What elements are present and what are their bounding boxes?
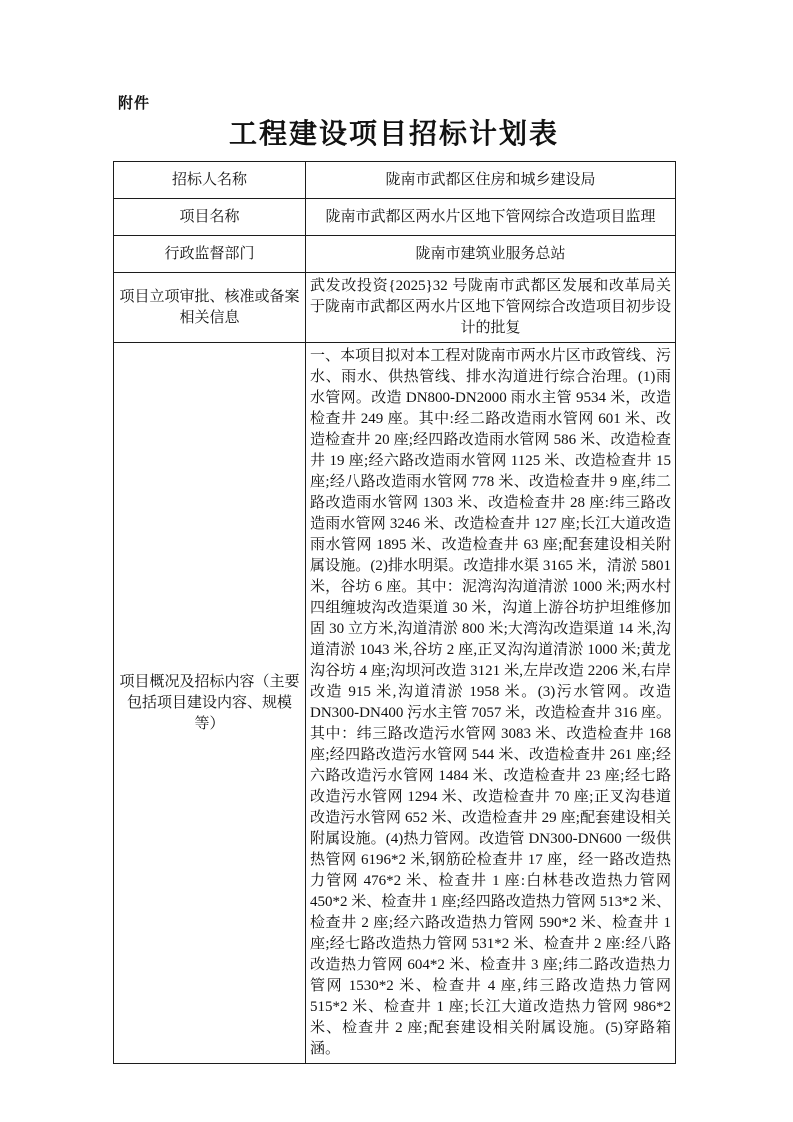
table-row-bidder-name <box>114 162 676 199</box>
table-row-project-overview <box>114 343 676 1064</box>
supervision-dept-value: 陇南市建筑业服务总站 <box>306 236 676 273</box>
approval-info-value: 武发改投资{2025}32 号陇南市武都区发展和改革局关于陇南市武都区两水片区地下管网综合改造项目初步设计的批复 <box>306 273 676 343</box>
page-title: 工程建设项目招标计划表 <box>228 119 559 150</box>
table-row-supervision-dept <box>114 236 676 273</box>
table-row-approval-info <box>114 273 676 343</box>
attachment-label: 附件 <box>118 96 151 112</box>
approval-info-label: 项目立项审批、核准或备案相关信息 <box>114 273 306 343</box>
table-row-project-name <box>114 199 676 236</box>
project-overview-label: 项目概况及招标内容（主要包括项目建设内容、规模等） <box>114 343 306 1064</box>
supervision-dept-label: 行政监督部门 <box>114 236 306 273</box>
bidder-name-label: 招标人名称 <box>114 162 306 199</box>
bidding-plan-table <box>113 161 676 1064</box>
project-overview-value: 一、本项目拟对本工程对陇南市两水片区市政管线、污水、雨水、供热管线、排水沟道进行综合治理。(1)雨水管网。改造 DN800-DN2000 雨水主管 9534 米，改造检查井 249 座。其中:经二路改造雨水管网 601 米、改造检查井 20 座;经四路改造雨水管网 586 米、改造检查井 19 座;经六路改造雨水管网 1125 米、改造检查井 15 座;经八路改造雨水管网 778 米、改造检查井 9 座,纬二路改造雨水管网 1303 米、改造检查井 28 座:纬三路改造雨水管网 3246 米、改造检查井 127 座;长江大道改造雨水管网 1895 米、改造检查井 63 座;配套建设相关附属设施。(2)排水明渠。改造排水渠 3165 米，清淤 5801 米，谷坊 6 座。其中：泥湾沟沟道清淤 1000 米;两水村四组缠坡沟改造渠道 30 米，沟道上游谷坊护坦维修加固 30 立方米,沟道清淤 800 米;大湾沟改造渠道 14 米,沟道清淤 1043 米,谷坊 2 座,正叉沟沟道清淤 1000 米;黄龙沟谷坊 4 座;沟坝河改造 3121 米,左岸改造 2206 米,右岸改造 915 米,沟道清淤 1958 米。(3)污水管网。改造 DN300-DN400 污水主管 7057 米，改造检查井 316 座。其中：纬三路改造污水管网 3083 米、改造检查井 168 座;经四路改造污水管网 544 米、改造检查井 261 座;经六路改造污水管网 1484 米、改造检查井 23 座;经七路改造污水管网 1294 米、改造检查井 70 座;正叉沟巷道改造污水管网 652 米、改造检查井 29 座;配套建设相关附属设施。(4)热力管网。改造管 DN300-DN600 一级供热管网 6196*2 米,钢筋砼检查井 17 座，经一路改造热力管网 476*2 米、检查井 1 座:白林巷改造热力管网 450*2 米、检查井 1 座;经四路改造热力管网 513*2 米、检查井 2 座;经六路改造热力管网 590*2 米、检查井 1 座;经七路改造热力管网 531*2 米、检查井 2 座:经八路改造热力管网 604*2 米、检查井 3 座;纬二路改造热力管网 1530*2 米、检查井 4 座,纬三路改造热力管网 515*2 米、检查井 1 座;长江大道改造热力管网 986*2 米、检查井 2 座;配套建设相关附属设施。(5)穿路箱涵。 <box>306 343 676 1064</box>
bidder-name-value: 陇南市武都区住房和城乡建设局 <box>306 162 676 199</box>
project-name-value: 陇南市武都区两水片区地下管网综合改造项目监理 <box>306 199 676 236</box>
project-name-label: 项目名称 <box>114 199 306 236</box>
